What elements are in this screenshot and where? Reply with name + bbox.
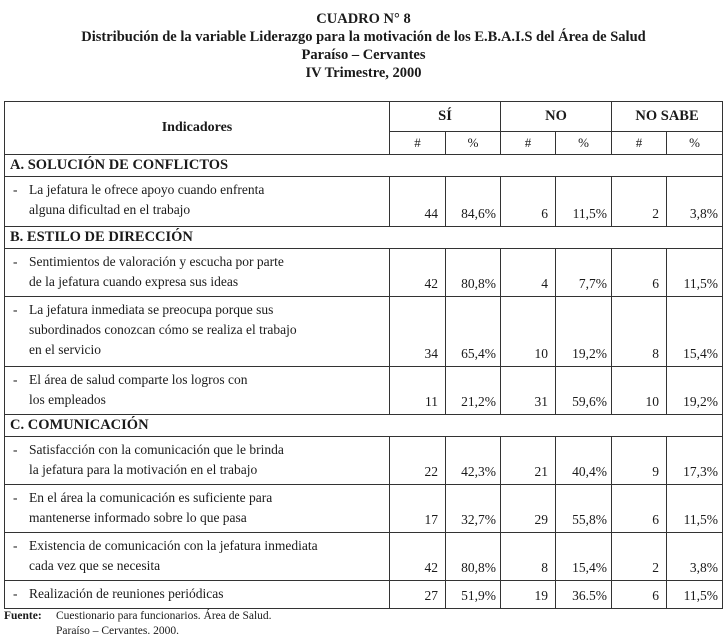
indicator-text: subordinados conozcan cómo se realiza el trabajo [29, 322, 297, 337]
indicator-text: los empleados [29, 392, 106, 407]
subheader-percent: % [556, 131, 612, 154]
bullet-dash: - [13, 254, 18, 269]
bullet-dash: - [13, 538, 18, 553]
table-row [5, 177, 723, 227]
no-count: 31 [501, 367, 556, 415]
no-percent: 15,4% [556, 533, 612, 581]
indicator-text: En el área la comunicación es suficiente para [29, 490, 273, 505]
table-row [5, 581, 723, 609]
group-header-no-sabe: NO SABE [612, 102, 723, 132]
si-percent: 42,3% [446, 437, 501, 485]
table-row [5, 367, 723, 415]
indicator-cell [5, 437, 390, 485]
subheader-count: # [501, 131, 556, 154]
indicator-text: La jefatura inmediata se preocupa porque sus [29, 302, 274, 317]
no-count: 19 [501, 581, 556, 609]
bullet-dash: - [13, 490, 18, 505]
si-count: 44 [390, 177, 446, 227]
indicator-text: la jefatura para la motivación en el trabajo [29, 462, 258, 477]
group-header-si: SÍ [390, 102, 501, 132]
si-count: 27 [390, 581, 446, 609]
si-count: 22 [390, 437, 446, 485]
indicator-text: cada vez que se necesita [29, 558, 161, 573]
indicator-text: alguna dificultad en el trabajo [29, 202, 191, 217]
section-title: B. ESTILO DE DIRECCIÓN [5, 227, 723, 249]
si-percent: 80,8% [446, 533, 501, 581]
indicators-header: Indicadores [5, 102, 390, 155]
no-sabe-percent: 11,5% [667, 485, 723, 533]
no-count: 4 [501, 249, 556, 297]
no-sabe-percent: 17,3% [667, 437, 723, 485]
si-count: 42 [390, 533, 446, 581]
no-percent: 55,8% [556, 485, 612, 533]
indicator-text: La jefatura le ofrece apoyo cuando enfrenta [29, 182, 265, 197]
table-row [5, 437, 723, 485]
no-sabe-count: 8 [612, 297, 667, 367]
no-percent: 36.5% [556, 581, 612, 609]
no-sabe-count: 6 [612, 485, 667, 533]
si-percent: 21,2% [446, 367, 501, 415]
no-sabe-count: 6 [612, 581, 667, 609]
section-row [5, 415, 723, 437]
si-count: 42 [390, 249, 446, 297]
indicator-text: El área de salud comparte los logros con [29, 372, 248, 387]
bullet-dash: - [13, 182, 18, 197]
section-title: C. COMUNICACIÓN [5, 415, 723, 437]
si-percent: 65,4% [446, 297, 501, 367]
si-percent: 32,7% [446, 485, 501, 533]
indicator-text: Sentimientos de valoración y escucha por parte [29, 254, 284, 269]
indicator-cell [5, 249, 390, 297]
section-row [5, 227, 723, 249]
source-note [4, 609, 272, 639]
bullet-dash: - [13, 372, 18, 387]
no-sabe-count: 2 [612, 177, 667, 227]
no-count: 10 [501, 297, 556, 367]
subheader-percent: % [446, 131, 501, 154]
table-row [5, 249, 723, 297]
no-sabe-percent: 3,8% [667, 177, 723, 227]
indicator-cell [5, 177, 390, 227]
si-percent: 80,8% [446, 249, 501, 297]
bullet-dash: - [13, 442, 18, 457]
no-sabe-percent: 11,5% [667, 249, 723, 297]
group-header-no: NO [501, 102, 612, 132]
source-text: Cuestionario para funcionarios. Área de Salud. [56, 610, 272, 622]
indicator-cell [5, 533, 390, 581]
no-sabe-count: 2 [612, 533, 667, 581]
indicator-cell [5, 581, 390, 609]
indicator-text: Satisfacción con la comunicación que le brinda [29, 442, 284, 457]
bullet-dash: - [13, 302, 18, 317]
title-line-1: CUADRO N° 8 [316, 11, 411, 27]
indicator-text: de la jefatura cuando expresa sus ideas [29, 274, 239, 289]
no-sabe-count: 9 [612, 437, 667, 485]
title-line-3: Paraíso – Cervantes [301, 47, 426, 63]
no-percent: 40,4% [556, 437, 612, 485]
si-percent: 51,9% [446, 581, 501, 609]
no-percent: 19,2% [556, 297, 612, 367]
subheader-percent: % [667, 131, 723, 154]
indicator-text: Existencia de comunicación con la jefatura inmediata [29, 538, 318, 553]
no-percent: 7,7% [556, 249, 612, 297]
si-count: 17 [390, 485, 446, 533]
no-sabe-count: 10 [612, 367, 667, 415]
indicator-cell [5, 367, 390, 415]
si-count: 11 [390, 367, 446, 415]
no-count: 29 [501, 485, 556, 533]
source-text: Paraíso – Cervantes. 2000. [56, 625, 179, 637]
indicator-text: Realización de reuniones periódicas [29, 586, 224, 601]
title-line-4: IV Trimestre, 2000 [305, 65, 422, 81]
no-sabe-percent: 11,5% [667, 581, 723, 609]
si-count: 34 [390, 297, 446, 367]
table-row [5, 485, 723, 533]
title-line-2: Distribución de la variable Liderazgo para la motivación de los E.B.A.I.S del Área de Salud [81, 29, 646, 45]
no-sabe-percent: 15,4% [667, 297, 723, 367]
subheader-count: # [612, 131, 667, 154]
bullet-dash: - [13, 586, 18, 601]
no-sabe-percent: 3,8% [667, 533, 723, 581]
table-row [5, 297, 723, 367]
data-table [4, 101, 723, 609]
indicator-text: en el servicio [29, 342, 101, 357]
section-row [5, 155, 723, 177]
si-percent: 84,6% [446, 177, 501, 227]
section-title: A. SOLUCIÓN DE CONFLICTOS [5, 155, 723, 177]
indicator-cell [5, 297, 390, 367]
source-label: Fuente: [4, 610, 42, 622]
indicator-text: mantenerse informado sobre lo que pasa [29, 510, 247, 525]
no-count: 8 [501, 533, 556, 581]
no-percent: 11,5% [556, 177, 612, 227]
subheader-count: # [390, 131, 446, 154]
table-title [0, 10, 727, 82]
no-sabe-count: 6 [612, 249, 667, 297]
no-count: 6 [501, 177, 556, 227]
no-count: 21 [501, 437, 556, 485]
no-sabe-percent: 19,2% [667, 367, 723, 415]
indicator-cell [5, 485, 390, 533]
no-percent: 59,6% [556, 367, 612, 415]
table-row [5, 533, 723, 581]
